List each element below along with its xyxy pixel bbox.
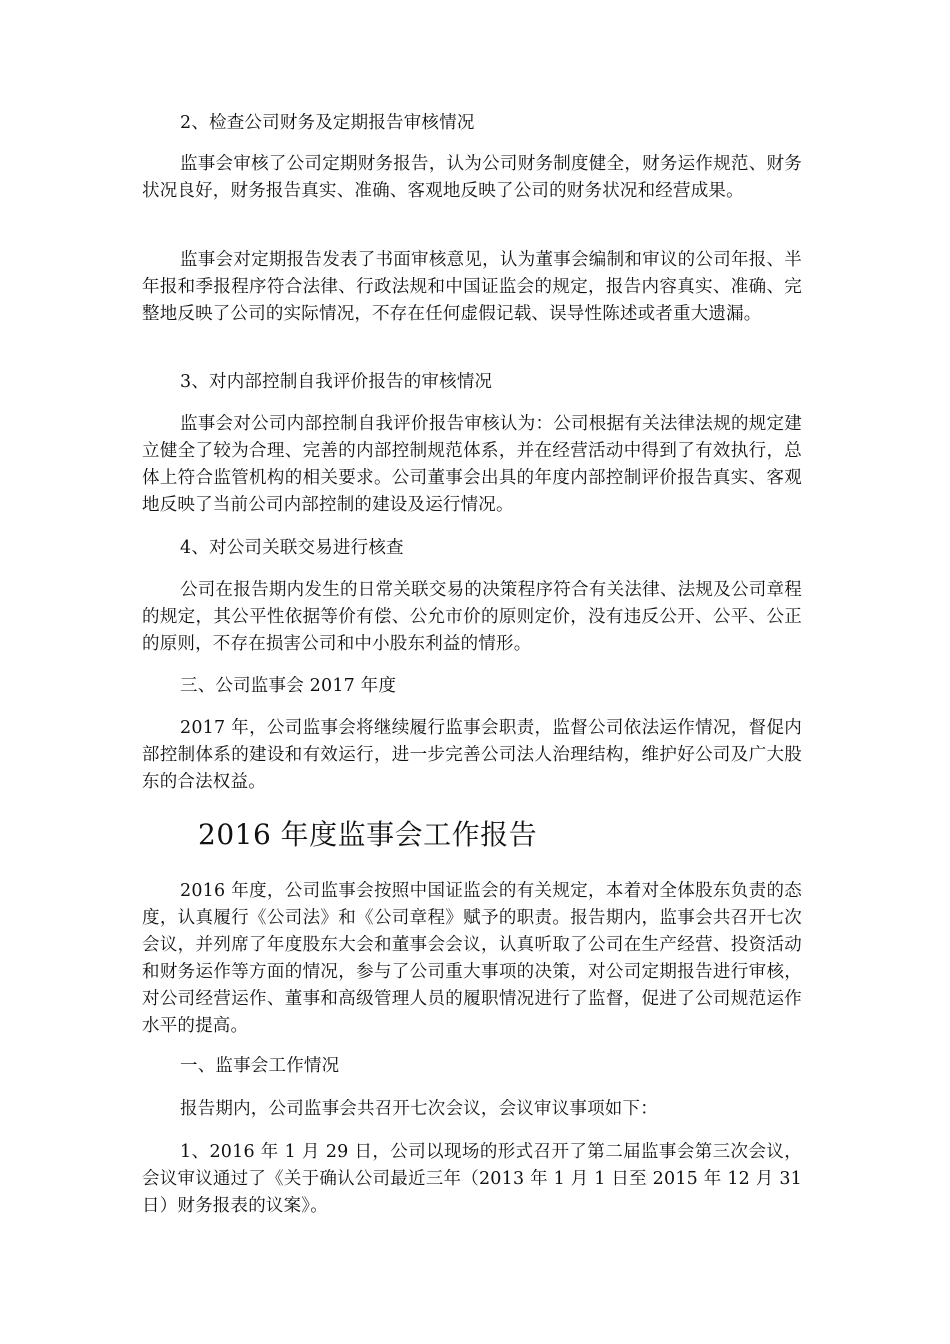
section-heading-one: 一、监事会工作情况 [180, 1056, 340, 1076]
section-heading-4: 4、对公司关联交易进行核查 [180, 538, 404, 558]
paragraph-2016-summary: 2016 年度，公司监事会按照中国证监会的有关规定，本着对全体股东负责的态度，认真履行《公司法》和《公司章程》赋予的职责。报告期内，监事会共召开七次会议，并列席了年度股东大会和董事会会议，认真听取了公司在生产经营、投资活动和财务运作等方面的情况，参与了公司重大事项的决策，对公司定期报告进行审核，对公司经营运作、董事和高级管理人员的履职情况进行了监督，促进了公司规范运作水平的提高。 [142, 881, 802, 1036]
section-heading-2: 2、检查公司财务及定期报告审核情况 [180, 113, 475, 133]
section-heading-three: 三、公司监事会 2017 年度 [180, 676, 397, 696]
paragraph-meeting-1: 1、2016 年 1 月 29 日，公司以现场的形式召开了第二届监事会第三次会议，会议审议通过了《关于确认公司最近三年（2013 年 1 月 1 日至 2015 年 12 月 31 日）财务报表的议案》。 [142, 1142, 802, 1216]
paragraph-financial-review: 监事会审核了公司定期财务报告，认为公司财务制度健全，财务运作规范、财务状况良好，财务报告真实、准确、客观地反映了公司的财务状况和经营成果。 [142, 154, 802, 201]
report-title: 2016 年度监事会工作报告 [198, 818, 538, 851]
section-heading-3: 3、对内部控制自我评价报告的审核情况 [180, 372, 493, 392]
paragraph-periodic-report-opinion: 监事会对定期报告发表了书面审核意见，认为董事会编制和审议的公司年报、半年报和季报程序符合法律、行政法规和中国证监会的规定，报告内容真实、准确、完整地反映了公司的实际情况，不存在任何虚假记载、误导性陈述或者重大遗漏。 [142, 250, 802, 324]
paragraph-meetings-intro: 报告期内，公司监事会共召开七次会议，会议审议事项如下： [180, 1099, 658, 1119]
paragraph-2017-plan: 2017 年，公司监事会将继续履行监事会职责，监督公司依法运作情况，督促内部控制体系的建设和有效运行，进一步完善公司法人治理结构，维护好公司及广大股东的合法权益。 [142, 718, 802, 792]
paragraph-internal-control: 监事会对公司内部控制自我评价报告审核认为：公司根据有关法律法规的规定建立健全了较为合理、完善的内部控制规范体系，并在经营活动中得到了有效执行，总体上符合监管机构的相关要求。公司董事会出具的年度内部控制评价报告真实、客观地反映了当前公司内部控制的建设及运行情况。 [142, 414, 802, 515]
paragraph-related-transactions: 公司在报告期内发生的日常关联交易的决策程序符合有关法律、法规及公司章程的规定，其公平性依据等价有偿、公允市价的原则定价，没有违反公开、公平、公正的原则，不存在损害公司和中小股东利益的情形。 [142, 580, 802, 654]
